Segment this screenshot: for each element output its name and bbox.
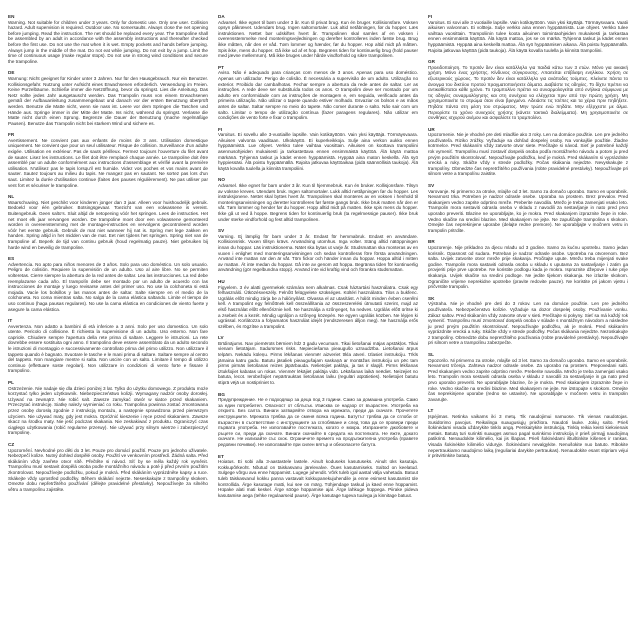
column-1 — [8, 14, 208, 640]
language-code: FI — [428, 14, 433, 19]
language-section — [8, 14, 208, 64]
warning-text: Upozornenie. Nie je vhodné pre deti mladšie ako 3 roky. Len na domáce použitie. Len pre jedného používateľa. Riziko zrážky. Vyžaduje sa dohľad dospelej osoby. Na vonkajšie použitie. Žiadne kotrmelce. Pred skákaním vždy zatvorte otvor siete. Prečítajte si návod. Sieť je potrebné každý rok vymeniť. Trampolínu musí zostaviť dospelá osoba podľa montážneho návodu a potom ju pred prvým použitím skontrolovať. Nepoužívajte podložku, keď je mokrá. Pred skákaním si vyprázdnite vrecká a ruky. Skáčte vždy v strede podložky. Počas skákania nejedzte. Nevyskakujte z trampolíny. Obmedzte čas nepretržitého používania (robte pravidelné prestávky). Nepoužívajte pri silnom vetre a trampolínu zaistite. — [428, 132, 628, 177]
language-code: FR — [8, 132, 15, 138]
warning-text: Brīdinājums. Nav piemērots bērniem līdz 3 gadu vecumam. Tikai lietošanai mājas apstākļos. Tikai vienam lietotājam. Sadursmes risks. Nepieciešama pieaugušo uzraudzība. Lietošanai ārpus telpām. Nekādu kūleņu. Pirms lēkšanas vienmēr aizveriet tīkla atveri. Izlasiet instrukciju. Tīkls jāmaina katru gadu. Batutu jāsaliek pieaugušajam saskaņā ar montāžas instrukciju un pēc tam pirms pirmās lietošanas reizes jāpārbauda. Nelietojiet paklāju, ja tas ir slapjš. Pirms lēkšanas iztukšojiet kabatas un rokas. Vienmēr lēkājiet paklāja vidū. Lēkāšanas laikā neēdiet. Neizejiet no batuta, lecot. Ierobežojiet nepārtrauktas lietošanas laiku (regulāri atpūtieties). Nelietojiet batutu stiprā vējā un nostipriniet to. — [218, 340, 418, 386]
language-code: LV — [218, 335, 224, 341]
language-section — [218, 177, 418, 222]
language-section — [8, 318, 208, 374]
warning-text: Ostrzeżenie. Nie nadaje się dla dzieci poniżej 3 lat. Tylko do użytku domowego. Z produktu może korzystać tylko jeden użytkownik. Niebezpieczeństwo kolizji. Wymagany nadzór osoby dorosłej. Używać na zewnątrz. Nie robić salt. Zawsze zamykać otwór w siatce przed skakaniem. Przeczytać instrukcję. Siatkę należy wymieniać co roku. Trampolina powinna zostać zmontowana przez osobę dorosłą zgodnie z instrukcją montażu, a następnie sprawdzona przed pierwszym użyciem. Nie używać maty, gdy jest mokra. Opróżnić kieszenie i ręce przed skakaniem. Zawsze skacz na środku maty. Nie jeść podczas skakania. Nie zeskakiwać z produktu. Ograniczyć czas ciągłego użytkowania (robić regularne przerwy). Nie używać przy silnym wietrze i zabezpieczyć trampolinę. — [8, 385, 208, 436]
warning-text: Upozorenje. Nije prikladno za djecu mlađu od 3 godine. Samo za kućnu upotrebu. Samo jedan korisnik. Opasnost od sudara. Potreban je nadzor odrasle osobe. Upotreba na otvorenom. Bez salta. Uvijek zatvorite otvor mreže prije skakanja. Pročitajte upute. Mrežu treba mijenjati svake godine. Trampolin mora sastaviti odrasla osoba u skladu s uputama za sastavljanje i zatim ga provjeriti prije prve upotrebe. Ne koristite podlogu kada je mokra. Ispraznite džepove i ruke prije skakanja. Uvijek skačite na sredini podloge. Ne jedite tijekom skakanja. Ne izlazite skokom. Ograničite vrijeme neprekidne upotrebe (pravite redovite pauze). Ne koristite pri jakom vjetru i pričvrstite trampolin. — [428, 244, 628, 290]
warning-text: Figyelem. 3 év alatti gyermekek számára nem alkalmas. Csak háztartási használatra. Csak egy felhasználó. Ütközésveszély. Felnőtt felügyelete szükséges. Kültéri használatra. Tilos a bukfenc. Ugrálás előtt mindig zárja be a hálónyílást. Olvassa el az utasítást. A hálót minden évben cserélni kell. A trampolint egy felnőttnek kell összeállítania az összeszerelési útmutató szerint, majd az első használat előtt ellenőriznie kell. Ne használja a szőnyeget, ha nedves. Ugrálás előtt ürítse ki a zsebeit és a kezét. Mindig ugráljon a szőnyeg közepén. Ne egyen ugrálás közben. Ne lépjen ki ugrással. Korlátozza a folyamatos használat idejét (rendszeresen álljon meg). Ne használja erős szélben, és rögzítse a trampolint. — [218, 284, 418, 329]
language-section — [8, 442, 208, 492]
language-section — [218, 335, 418, 385]
warning-text: Hoiatus. Ei sobi alla 3-aastastele lastele. Ainult koduseks kasutuseks. Ainult üks kasutaja. Kokkupõrkeoht. Nõutud on täiskasvanu järelevalve. Õues kasutamiseks. Saltod on keelatud. Sulgege võrgu ava enne hüppamist. Lugege juhendit. Võrk tuleb igal aastal välja vahetada. Batuut tuleb täiskasvanul kokku panna vastavalt kokkupanekujuhendile ja enne esimest kasutamist üle kontrollida. Ärge kasutage matti, kui see on märg. Tühjendage taskud ja käed enne hüppamist. Hüpake alati mati keskel. Ärge sööge hüppamise ajal. Ärge lahkuge hüppega. Piirake pideva kasutamise aega (tehke regulaarseid pause). Ärge kasutage tugeva tuulega ja kinnitage batuut. — [218, 459, 418, 498]
language-section — [428, 352, 628, 402]
language-code: SL — [428, 352, 435, 358]
warning-text: Upozornění. Nevhodné pro děti do 3 let. Pouze pro domácí použití. Pouze pro jednoho uživatele. Nebezpečí kolize. Nutný dohled dospělé osoby. Použití ve venkovním prostředí. Žádná salta. Před skákáním vždy zavřete otvor sítě. Přečtěte si návod. Síť by se měla každý rok vyměnit. Trampolínu musí sestavit dospělá osoba podle montážního návodu a poté ji před prvním použitím zkontrolovat. Nepoužívejte podložku, pokud je mokrá. Před skákáním vyprázdněte kapsy a ruce. Skákejte vždy uprostřed podložky. Během skákání nejezte. Neseskakujte z trampolíny skokem. Omezte dobu nepřetržitého používání (dělejte pravidelné přestávky). Nepoužívejte za silného větru a trampolínu zajistěte. — [8, 447, 208, 492]
language-section — [428, 408, 628, 458]
language-section — [218, 392, 418, 448]
language-code: SK — [428, 295, 435, 301]
language-code: NL — [8, 194, 15, 200]
language-code: FI — [218, 126, 223, 132]
language-section — [428, 183, 628, 233]
warning-text: Warning. Not suitable for children under 3 years. Only for domestic use. Only one user. Collision hazard. Adult supervision is required. Outdoor use. No somersaults. Always close the net opening before jumping. Read the instruction. The net should be replaced every year. The trampoline shall be assembled by an adult in accordance with the assembly instructions and thereafter checked before the first use. Do not use the mat when it is wet. Empty pockets and hands before jumping. Always jump in the middle of the mat. Do not eat while jumping. Do not exit by a jump. Limit the time of continuous usage (make regular stops). Do not use in strong wind conditions and secure the trampoline. — [8, 19, 208, 64]
warning-text: Aviso. Não é adequado para crianças com menos de 3 anos. Apenas para uso doméstico. Apenas um utilizador. Perigo de colisão. É necessária a supervisão de um adulto. Utilização no exterior. Proibido dar cambalhotas. Fechar sempre a abertura da rede antes de saltar. Ler as instruções. A rede deve ser substituída todos os anos. O trampolim deve ser montado por um adulto em conformidade com as instruções de montagem e, em seguida, verificado antes da primeira utilização. Não utilizar o tapete quando estiver molhado. Esvaziar os bolsos e as mãos antes de saltar. Saltar sempre no meio do tapete. Não comer durante o salto. Não sair com um salto. Limitar o tempo de utilização contínua (fazer paragens regulares). Não utilizar em condições de vento forte e fixar o trampolim. — [218, 70, 418, 121]
language-code: LT — [428, 408, 434, 414]
language-code: SV — [428, 183, 435, 189]
warning-text: Opozorilo. Ni primerno za otroke, mlajše od 3 let. Samo za domačo uporabo. Samo en uporabnik. Nevarnost trčenja. Zahteva nadzor odrasle osebe. Za uporabo na prostem. Prepovedani salti. Pred skakanjem vedno zaprite odprtino mreže. Preberite navodila. Mrežo je treba zamenjati vsako leto. Trampolin mora sestaviti odrasla oseba v skladu z navodili za sestavljanje in ga nato pred prvo uporabo preveriti. Ne uporabljajte blazine, če je mokra. Pred skakanjem izpraznite žepe in roke. Vedno skačite na sredini blazine. Med skakanjem ne jejte. Ne izstopajte s skokom. Omejite čas neprekinjene uporabe (redno se ustavite). Ne uporabljajte v močnem vetru in trampolin zavarujte. — [428, 357, 628, 402]
warning-text: Varoitus. Ei sovellu alle 3-vuotiaille lapsille. Vain kotikäyttöön. Vain yksi käyttäjä. Törmäysvaara. Aikuisen valvonta vaaditaan. Ulkokäyttö. Ei kuperkeikkoja. Sulje aina verkon aukko ennen hyppäämistä. Lue ohjeet. Verkko tulee vaihtaa vuosittain. Aikuisen on koottava trampoliini asennusohjeiden mukaisesti ja tarkastettava ennen ensimmäistä käyttöä. Älä käytä mattoa märkänä. Tyhjennä taskut ja kädet ennen hyppäämistä. Hyppää aina maton keskellä. Älä syö hyppiessäsi. Älä poistu hyppäämällä. Rajoita jatkuvaa käyttöaikaa (pidä säännöllisiä taukoja). Älä käytä kovalla tuulella ja kiinnitä trampoliini. — [218, 132, 418, 171]
language-section — [428, 239, 628, 289]
language-code: ES — [8, 256, 15, 262]
language-code: PL — [8, 380, 15, 386]
language-code: DA — [218, 14, 225, 19]
warning-text: Προειδοποίηση. Το προϊόν δεν είναι κατάλληλο για παιδιά κάτω των 3 ετών. Μόνο για οικιακή χρήση. Μόνο ένας χρήστης. Κίνδυνος σύγκρουσης. Απαιτείται επίβλεψη ενηλίκου. Χρήση σε εξωτερικούς χώρους. Το προϊόν δεν είναι κατάλληλο για ανάποδες τούμπες. Κλείνετε πάντα το άνοιγμα του δικτύου προτού πραγματοποιήσετε άλματα. Διαβάστε τις οδηγίες. Το δίχτυ πρέπει να αντικαθίσταται κάθε χρόνο. Το τραμπολίνο πρέπει να συναρμολογείται από ενήλικα σύμφωνα με τις οδηγίες συναρμολόγησης και στη συνέχεια να ελέγχεται πριν από την πρώτη χρήση. Μη χρησιμοποιείτε το στρώμα όταν είναι βρεγμένο. Αδειάστε τις τσέπες και τα χέρια πριν πηδήξετε. Πηδάτε πάντα στη μέση του στρώματος. Μην τρώτε ενώ πηδάτε. Μην εξέρχεστε με άλμα. Περιορίστε το χρόνο συνεχούς χρήσης (κάνετε τακτικά διαλείμματα). Μη χρησιμοποιείτε σε συνθήκες ισχυρού ανέμου και ασφαλίστε το τραμπολίνο. — [428, 64, 628, 121]
language-section — [428, 296, 628, 346]
language-code: PT — [218, 64, 225, 70]
warning-text: Advertencia. No apto para niños menores de 3 años. Solo para uso doméstico. Un solo usuario. Peligro de colisión. Requiere la supervisión de un adulto. Uso al aire libre. No se permiten volteretas. Cierre siempre la abertura de la red antes de saltar. Lea las instrucciones. La red debe reemplazarse cada año. El trampolín debe ser montado por un adulto de acuerdo con las instrucciones de montaje y luego revisarse antes del primer uso. No use la colchoneta si está mojada. Vacíe los bolsillos y las manos antes de saltar. Salte siempre en el medio de la colchoneta. No coma mientras salta. No salga de la cama elástica saltando. Limite el tiempo de uso continuo (haga pausas regulares). No use la cama elástica en condiciones de viento fuerte y asegure la cama elástica. — [8, 261, 208, 312]
column-3 — [428, 14, 628, 640]
warning-text: Varoitus. Ei sovi alle 3 vuotiaille lapsille. Vain kotikäyttöön. Vain yksi käyttäjä. Törmäysvaara. Vaatii aikuisen valvonnan. Ei voltteja. Sulje verkko aina ennen hyppäämistä. Lue ohjeet. Verkko tulee vaihtaa vuosittain. Trampoliinin tulee koota aikuinen toimintaohjeiden mukaisesti ja tarkastaa ennen ensimmäistä käyttöä. Älä käytä mattoa, jos se on märkä. Tyhjennä taskut ja kädet ennen hyppäämistä. Hyppää aina keskellä mattoa. Älä syö hyppäämisen aikana. Älä poistu hyppäämällä. Rajoita jatkuvaa käyttöä (pidä taukoja). Älä käytä kovalla tuulella ja kiinnitä trampoliini. — [428, 19, 628, 53]
warning-text: Предупреждение. Не е подходящо за деца под 3 години. Само за домашна употреба. Само за един потребител. Опасност от сблъсък. Изисква се надзор от възрастен. Употреба на открито. Без салта. Винаги затваряйте отвора на мрежата, преди да скачате. Прочетете инструкциите. Мрежата трябва да се сменя всяка година. Батутът трябва да се сглоби от възрастен в съответствие с инструкциите за сглобяване и след това да се провери преди първата употреба. Не използвайте постелката, когато е мокра. Изпразнете джобовете и ръцете си, преди да скачате. Винаги скачайте в средата на постелката. Не яжте, докато скачате. Не излизайте със скок. Ограничете времето на продължителна употреба (правете редовни почивки). Не използвайте при силен вятър и обезопасете батута. — [218, 397, 418, 447]
language-code: GR — [428, 59, 436, 65]
language-section — [218, 127, 418, 172]
warning-text: Varning. Ej lämplig för barn under 3 år. Endast för hemmabruk. Endast en användare. Kollisionsrisk. Vuxen tillsyn krävs. Användning utomhus. Inga volter. Stäng alltid nätöppningen innan du hoppar. Läs instruktionerna. Nätet ska bytas ut varje år. Studsmattan ska monteras av en vuxen i enlighet med monteringsanvisningen och sedan kontrolleras före första användningen. Använd inte mattan när den är våt. Töm fickor och händer innan du hoppar. Hoppa alltid i mitten av mattan. Ät inte medan du hoppar. Gå inte av genom att hoppa. Begränsa tiden för kontinuerlig användning (gör regelbundna stopp). Använd inte vid kraftig vind och förankra studsmattan. — [218, 233, 418, 273]
language-section — [428, 59, 628, 121]
warning-text: Advarsel. Ikke egnet til børn under 3 år. Kun til privat brug. Kun én bruger. Kollisionsfare. Voksen opsyn påkrævet. Udendørs brug. Ingen saltomortaler. Luk altid netåbningen, før du hopper. Læs instruktionen. Nettet bør udskiftes hvert år. Trampolinen skal samles af en voksen i overensstemmelse med monteringsvejledningen og derefter kontrolleres inden første brug. Brug ikke måtten, når den er våd. Tøm lommer og hænder, før du hopper. Hop altid midt på måtten. Spis ikke, mens du hopper. Gå ikke ud af et hop. Begræns tiden for kontinuerlig brug (hold pauser med jævne mellemrum). Må ikke bruges under hårde vindforhold og sikre trampolinen. — [218, 19, 418, 59]
language-section — [8, 194, 208, 250]
warning-text: Advarsel. Ikke egnet for barn under 3 år. Kun til hjemmebruk. Kun én bruker. Kollisjonsfare. Tilsyn av voksne kreves. Utendørs bruk. Ingen saltomortaler. Lukk alltid nettåpningen før du hopper. Les instruksjonene. Nettet skal byttes hvert år. Trampolinen skal monteres av en voksen i henhold til monteringsanvisningen og deretter kontrolleres før første gangs bruk. Ikke bruk matten når den er våt. Tøm lommer og hender før du hopper. Hopp alltid midt på matten. Ikke spis mens du hopper. Ikke gå ut ved å hoppe. Begrens tiden for kontinuerlig bruk (ta regelmessige pauser). Ikke bruk under sterke vindforhold og fest alltid trampolinen. — [218, 183, 418, 222]
language-code: EN — [8, 14, 15, 19]
language-code: UR — [428, 126, 435, 132]
language-section — [8, 70, 208, 126]
language-code: BG — [218, 391, 226, 397]
language-code: BR — [428, 239, 435, 245]
language-section — [8, 380, 208, 436]
language-code: DE — [8, 70, 15, 76]
language-section — [218, 279, 418, 329]
warning-text: Warnung: Nicht geeignet für Kinder unter 3 Jahren. Nur für den Hausgebrauch. Nur ein Benutzer. Kollisionsgefahr. Nutzung unter Aufsicht eines Erwachsenen erforderlich. Verwendung im Freien. Keine Purzelbäume. Schließe immer die Netzöffnung, bevor du springst. Lies die Anleitung. Das Netz sollte jedes Jahr ausgetauscht werden. Das Trampolin muss von einem Erwachsenen gemäß der Aufbauanleitung zusammengebaut und danach vor der ersten Benutzung überprüft werden. Benutze die Matte nicht, wenn sie nass ist. Leere vor dem Springen die Taschen und Hände aus. Springe immer in der Mitte der Matte. Iss nicht, während du springst. Verlasse die Matte nicht durch einen Sprung. Begrenze die Dauer der Benutzung (mache regelmäßige Pausen). Benutze das Trampolin nicht bei starkem Wind und sichere es. — [8, 75, 208, 126]
language-section — [218, 228, 418, 273]
language-code: IT — [8, 318, 13, 324]
language-code: NO — [218, 177, 226, 183]
warning-text: Avvertenza. Non adatto a bambini di età inferiore a 3 anni. Solo per uso domestico. Un solo utente. Pericolo di collisione. È richiesta la supervisione di un adulto. Uso esterno. Non fare capriole. Chiudere sempre l'apertura della rete prima di saltare. Leggere le istruzioni. La rete dovrebbe essere sostituita ogni anno. Il trampolino deve essere assemblato da un adulto secondo le istruzioni di montaggio e successivamente controllato prima del primo utilizzo. Non utilizzare il tappeto quando è bagnato. Svuotare le tasche e le mani prima di saltare. Saltare sempre al centro del tappeto. Non mangiare mentre si salta. Non uscire con un salto. Limitare il tempo di utilizzo continuo (effettuare soste regolari). Non utilizzare in condizioni di vento forte e fissare il trampolino. — [8, 323, 208, 374]
warning-text: Waarschuwing. Niet geschikt voor kinderen jonger dan 3 jaar. Alleen voor huishoudelijk gebruik. Bedoeld voor één gebruiker. Botsingsgevaar. Toezicht van een volwassene is vereist. Buitengebruik. Geen salto's. Sluit altijd de netopening vóór het springen. Lees de instructies. Het net moet elk jaar vervangen worden. De trampoline moet door een volwassene gemonteerd worden in overeenstemming met de montage-instructies en vervolgens gecontroleerd worden vóór het eerste gebruik. Gebruik de mat niet wanneer hij nat is. Spring met lege zakken en handen. Spring altijd in het midden van de mat. Eet niet tijdens het springen. Spring niet van de trampoline af. Beperk de tijd van continu gebruik (houd regelmatig pauze). Niet gebruiken bij harde wind en beveilig de trampoline. — [8, 199, 208, 250]
warning-text: Výstraha. Nie je vhodné pre deti do 3 rokov. Len na domáce použitie. Len pre jedného používateľa. Nebezpečenstvo kolízie. Vyžaduje sa dozor dospelej osoby. Používanie vonku. Zákaz saltov. Pred skákaním vždy zatvorte otvor v sieti. Prečítajte si pokyny. Sieť sa má každý rok vymeniť. Trampolínu musí zmontovať dospelá osoba v súlade s montážnym návodom a následne ju pred prvým použitím skontrolovať. Nepoužívajte podložku, ak je mokrá. Pred skákaním vyprázdnite vrecká a ruky. Skáčte vždy v strede podložky. Počas skákania nejedzte. Nezoskakujte z trampolíny. Obmedzte dobu nepretržitého používania (robte pravidelné prestávky). Nepoužívajte pri silnom vetre a trampolínu zabezpečte. — [428, 301, 628, 346]
warning-text: Įspėjimas. Netinka vaikams iki 3 metų. Tik naudojimui namuose. Tik vienas naudotojas. Susidūrimo pavojus. Reikalinga suaugusiųjų priežiūra. Naudoti lauke. Jokių salto. Prieš šokinėdami visada uždarykite tinklo angą. Perskaitykite instrukciją. Tinklą reikia keisti kiekvienais metais. Batutą turi surinkti suaugęs asmuo pagal surinkimo instrukciją ir prieš pirmąjį naudojimą patikrinti. Nenaudokite kilimėlio, kai jis šlapias. Prieš šokinėdami ištuštinkite kišenes ir rankas. Visada šokinėkite kilimėlio viduryje. Šokinėdami nevalgykite. Nenušokite nuo batuto. Ribokite nepertraukiamo naudojimo laiką (reguliariai darykite pertraukas). Nenaudokite esant stipriam vėjui ir pritvirtinkite batutą. — [428, 414, 628, 459]
language-section — [8, 132, 208, 188]
language-code: SV — [218, 228, 225, 234]
language-section — [218, 14, 418, 59]
warning-text: Avertissement. Ne convient pas aux enfants de moins de 3 ans. Utilisation domestique uniquement. Ne convient que pour un seul utilisateur. Risque de collision. Surveillance d'un adulte exigée. Utilisation en extérieur. Pas de sauts périlleux. Fermez toujours l'ouverture du filet avant de sauter. Lisez les instructions. Le filet doit être remplacé chaque année. Le trampoline doit être assemblé par un adulte conformément aux instructions d'assemblage et vérifié avant la première utilisation. N'utilisez pas le tapis lorsqu'il est humide. Videz vos poches et vos mains avant de sauter. Sautez toujours au milieu du tapis. Ne mangez pas en sautant. Ne sortez pas lors d'un saut. Limitez la durée d'utilisation continue (faites des pauses régulièrement). Ne pas utiliser par vent fort et sécuriser le trampoline. — [8, 137, 208, 188]
language-code: CZ — [8, 441, 15, 447]
language-code: HU — [218, 278, 225, 284]
language-section — [218, 454, 418, 499]
language-code: ET — [218, 453, 225, 459]
warning-text: Varovanje. Ni primerno za otroke, mlajše od 3 let. Samo za domačo uporabo. Samo en uporabnik. Nevarnost trka. Potreben je nadzor odrasle osebe. Uporaba na prostem. Brez prevalov. Pred skakanjem vedno zaprite odprtino mreže. Preberite navodila. Mrežo je treba zamenjati vsako leto. Trampolin mora sestaviti odrasla oseba v skladu z navodili za sestavljanje in nato pred prvo uporabo preveriti. Blazine ne uporabljajte, ko je mokra. Pred skakanjem izpraznite žepe in roke. Vedno skačite na sredini blazine. Med skakanjem ne jejte. Ne zapuščajte trampolina s skokom. Omejite čas neprekinjene uporabe (delajte redne premore). Ne uporabljajte v močnem vetru in trampolin pritrdite. — [428, 188, 628, 233]
language-section — [428, 127, 628, 177]
language-section — [428, 14, 628, 53]
column-2 — [218, 14, 418, 640]
language-section — [8, 256, 208, 312]
language-section — [218, 65, 418, 121]
